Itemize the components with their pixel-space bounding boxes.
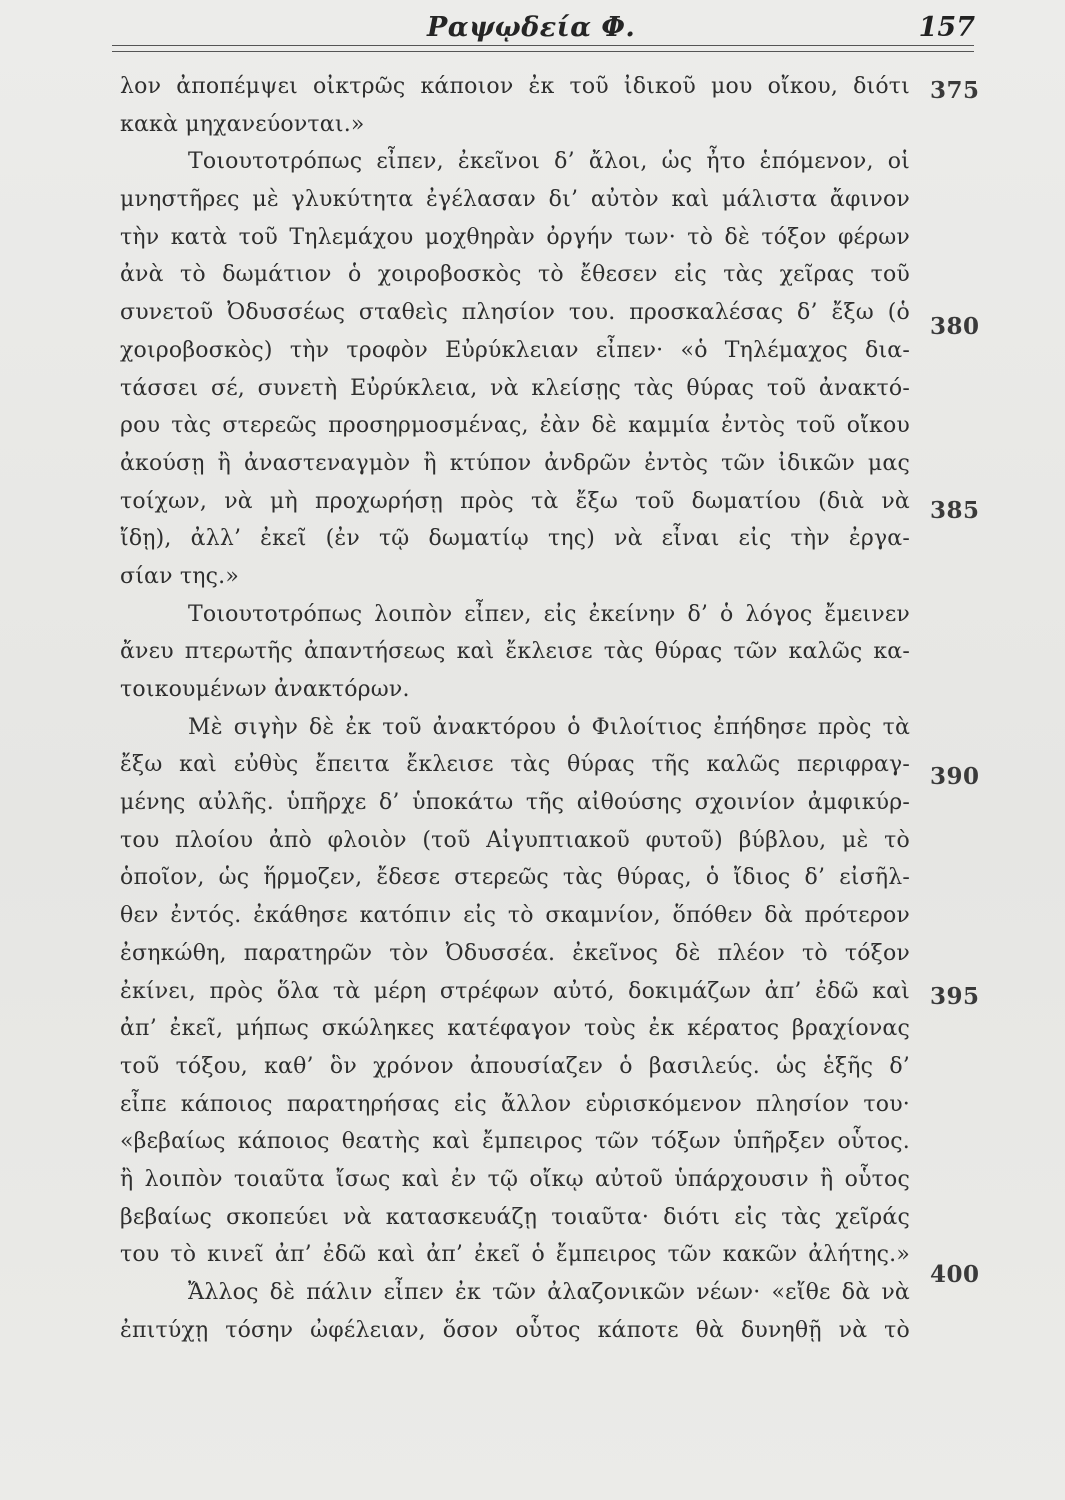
text-line: ὁποῖον, ὡς ἥρμοζεν, ἔδεσε στερεῶς τὰς θύρας, ὁ ἴδιος δ’ εἰσῆλ- (120, 865, 910, 891)
page-number: 157 (918, 12, 975, 43)
text-line: τὴν κατὰ τοῦ Τηλεμάχου μοχθηρὰν ὀργήν των· τὸ δὲ τόξον φέρων (120, 224, 910, 250)
text-line: τοίχων, νὰ μὴ προχωρήσῃ πρὸς τὰ ἔξω τοῦ δωματίου (διὰ νὰ (120, 488, 910, 514)
line-number-380: 380 (930, 313, 980, 340)
text-line: θεν ἐντός. ἐκάθησε κατόπιν εἰς τὸ σκαμνίον, ὅπόθεν δὰ πρότερον (120, 903, 910, 929)
text-line: του τὸ κινεῖ ἀπ’ ἐδῶ καὶ ἀπ’ ἐκεῖ ὁ ἔμπειρος τῶν κακῶν ἀλήτης.» (120, 1242, 910, 1268)
text-line: Τοιουτοτρόπως λοιπὸν εἶπεν, εἰς ἐκείνην δ’ ὁ λόγος ἔμεινεν (188, 601, 910, 627)
text-line: ἢ λοιπὸν τοιαῦτα ἴσως καὶ ἐν τῷ οἴκῳ αὐτοῦ ὑπάρχουσιν ἢ οὗτος (120, 1166, 910, 1192)
text-line: χοιροβοσκὸς) τὴν τροφὸν Εὐρύκλειαν εἶπεν· «ὁ Τηλέμαχος δια- (120, 337, 910, 363)
line-number-400: 400 (930, 1261, 980, 1288)
text-line: κακὰ μηχανεύονται.» (120, 111, 365, 137)
running-title: Ραψῳδεία Φ. (427, 12, 636, 43)
header-rule-thin (112, 51, 974, 52)
text-line: σίαν της.» (120, 563, 239, 589)
text-line: «βεβαίως κάποιος θεατὴς καὶ ἔμπειρος τῶν τόξων ὑπῆρξεν οὗτος. (120, 1129, 910, 1155)
text-line: ἄνευ πτερωτῆς ἀπαντήσεως καὶ ἔκλεισε τὰς θύρας τῶν καλῶς κα- (120, 639, 910, 665)
text-line: ἀκούσῃ ἢ ἀναστεναγμὸν ἢ κτύπον ἀνδρῶν ἐντὸς τῶν ἰδικῶν μας (120, 450, 910, 476)
text-line: του πλοίου ἀπὸ φλοιὸν (τοῦ Αἰγυπτιακοῦ φυτοῦ) βύβλου, μὲ τὸ (120, 827, 910, 853)
text-line: εἶπε κάποιος παρατηρήσας εἰς ἄλλον εὑρισκόμενον πλησίον του· (120, 1091, 910, 1117)
text-line: τάσσει σέ, συνετὴ Εὐρύκλεια, νὰ κλείσῃς τὰς θύρας τοῦ ἀνακτό- (120, 375, 910, 401)
text-line: λον ἀποπέμψει οἰκτρῶς κάποιον ἐκ τοῦ ἰδικοῦ μου οἴκου, διότι (120, 74, 910, 99)
line-number-375: 375 (930, 77, 980, 104)
text-line: ἀνὰ τὸ δωμάτιον ὁ χοιροβοσκὸς τὸ ἔθεσεν εἰς τὰς χεῖρας τοῦ (120, 262, 910, 288)
header-rule (112, 45, 974, 46)
line-number-385: 385 (930, 497, 980, 524)
text-line: ἔξω καὶ εὐθὺς ἔπειτα ἔκλεισε τὰς θύρας τῆς καλῶς περιφραγ- (120, 752, 910, 778)
text-line: μνηστῆρες μὲ γλυκύτητα ἐγέλασαν δι’ αὐτὸν καὶ μάλιστα ἄφινον (120, 187, 910, 213)
line-number-390: 390 (930, 763, 980, 790)
body-text (120, 68, 910, 1349)
text-line: ἐπιτύχῃ τόσην ὠφέλειαν, ὅσον οὗτος κάποτε θὰ δυνηθῇ νὰ τὸ (120, 1317, 910, 1343)
page-header (115, 10, 975, 46)
text-line: Μὲ σιγὴν δὲ ἐκ τοῦ ἀνακτόρου ὁ Φιλοίτιος ἐπήδησε πρὸς τὰ (188, 714, 910, 740)
text-line: Ἄλλος δὲ πάλιν εἶπεν ἐκ τῶν ἀλαζονικῶν νέων· «εἴθε δὰ νὰ (188, 1280, 910, 1305)
text-line: Τοιουτοτρόπως εἶπεν, ἐκεῖνοι δ’ ἄλοι, ὡς ἦτο ἑπόμενον, οἱ (188, 149, 910, 175)
text-line: τοικουμένων ἀνακτόρων. (120, 677, 410, 702)
text-line: βεβαίως σκοπεύει νὰ κατασκευάζῃ τοιαῦτα· διότι εἰς τὰς χεῖράς (120, 1204, 910, 1230)
text-line: ἴδῃ), ἀλλ’ ἐκεῖ (ἐν τῷ δωματίῳ της) νὰ εἶναι εἰς τὴν ἐργα- (120, 526, 910, 552)
line-number-395: 395 (930, 983, 980, 1010)
text-line: μένης αὐλῆς. ὑπῆρχε δ’ ὑποκάτω τῆς αἰθούσης σχοινίον ἀμφικύρ- (120, 790, 910, 816)
text-line: συνετοῦ Ὀδυσσέως σταθεὶς πλησίον του. προσκαλέσας δ’ ἔξω (ὁ (120, 300, 910, 326)
text-line: ρου τὰς στερεῶς προσηρμοσμένας, ἐὰν δὲ καμμία ἐντὸς τοῦ οἴκου (120, 413, 910, 439)
text-line: τοῦ τόξου, καθ’ ὃν χρόνον ἀπουσίαζεν ὁ βασιλεύς. ὡς ἑξῆς δ’ (120, 1053, 910, 1079)
text-line: ἀπ’ ἐκεῖ, μήπως σκώληκες κατέφαγον τοὺς ἐκ κέρατος βραχίονας (120, 1016, 910, 1042)
text-line: ἐσηκώθη, παρατηρῶν τὸν Ὀδυσσέα. ἐκεῖνος δὲ πλέον τὸ τόξον (120, 940, 910, 966)
text-line: ἐκίνει, πρὸς ὅλα τὰ μέρη στρέφων αὐτό, δοκιμάζων ἀπ’ ἐδῶ καὶ (120, 978, 910, 1004)
